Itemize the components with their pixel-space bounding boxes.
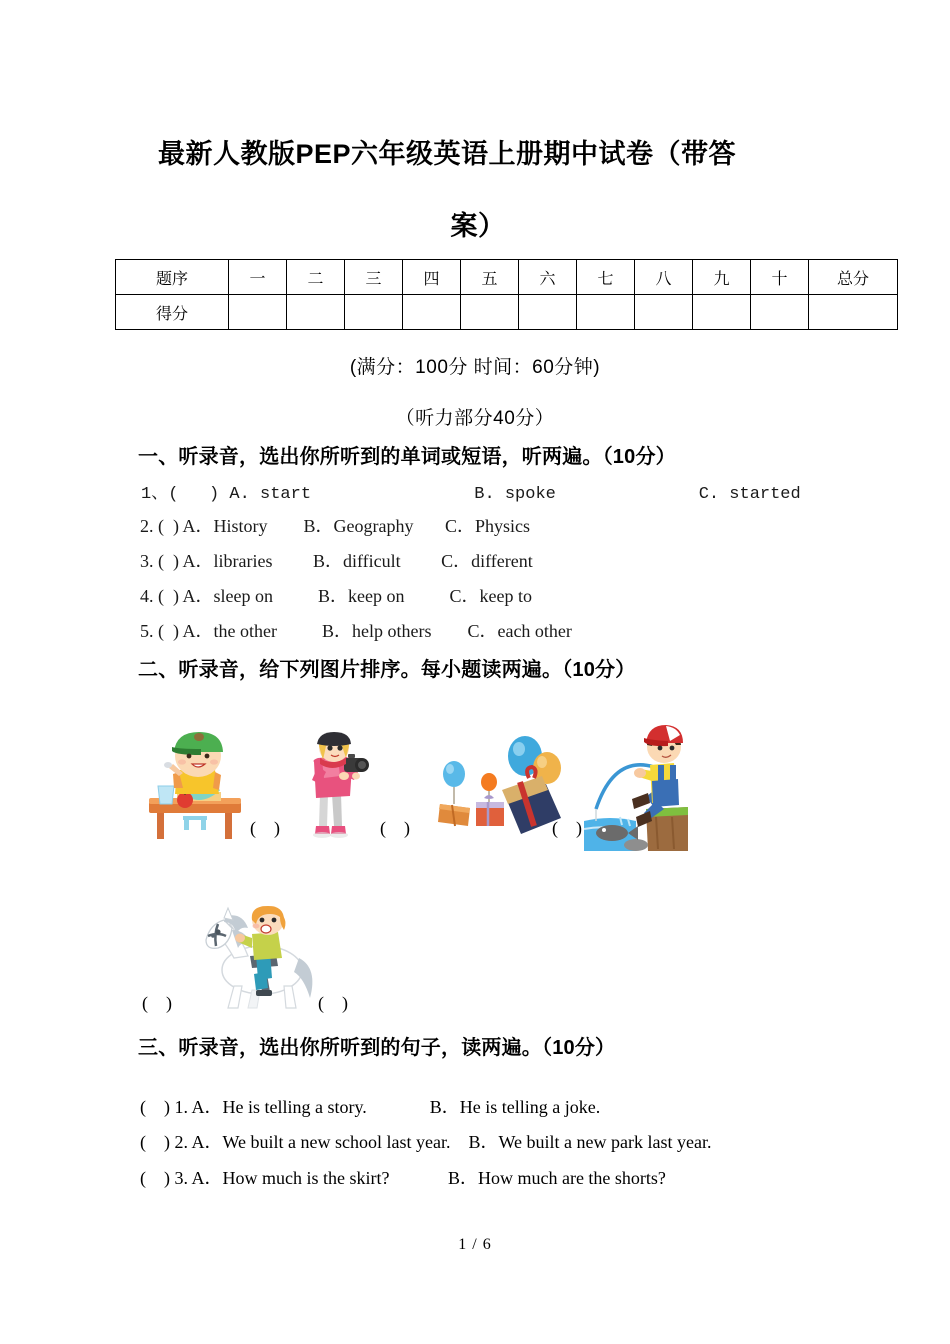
question-item: 2. ( ) A．History B．Geography C．Physics	[140, 516, 530, 536]
question-item: 3. ( ) A．libraries B．difficult C．different	[140, 551, 533, 571]
score-cell[interactable]	[635, 295, 693, 330]
picture-girl-taking-photo	[294, 732, 376, 842]
score-cell-total[interactable]	[809, 295, 898, 330]
score-cell[interactable]	[751, 295, 809, 330]
score-table-grid	[115, 259, 898, 330]
table-header-cell: 八	[635, 260, 693, 295]
question-item: ( ) 3. A．How much is the skirt? B．How much are the shorts?	[140, 1168, 666, 1188]
table-header-cell: 七	[577, 260, 635, 295]
table-header-cell: 四	[403, 260, 461, 295]
picture-boy-eating-at-table	[143, 728, 247, 840]
score-table	[115, 259, 869, 330]
exam-meta-line: (满分：100分 时间：60分钟)	[349, 357, 601, 378]
question-item: 4. ( ) A．sleep on B．keep on C．keep to	[140, 586, 532, 606]
picture-order-blank[interactable]: ( )	[552, 818, 582, 838]
score-cell[interactable]	[693, 295, 751, 330]
score-cell[interactable]	[577, 295, 635, 330]
picture-order-blank[interactable]: ( )	[318, 993, 348, 1013]
score-cell[interactable]	[519, 295, 577, 330]
picture-row-1	[0, 714, 950, 854]
table-header-cell: 十	[751, 260, 809, 295]
table-header-cell: 九	[693, 260, 751, 295]
table-row-label-score: 得分	[116, 295, 229, 330]
page-number: 1 / 6	[458, 1236, 492, 1253]
section-heading-3: 三、听录音，选出你所听到的句子，读两遍。（10分）	[138, 1037, 616, 1059]
table-header-cell: 六	[519, 260, 577, 295]
table-header-row-label: 题序	[116, 260, 229, 295]
table-header-cell: 二	[287, 260, 345, 295]
picture-row-2	[0, 900, 950, 1018]
section-heading-1: 一、听录音，选出你所听到的单词或短语，听两遍。（10分）	[138, 446, 676, 468]
picture-gift-boxes-balloons	[428, 734, 563, 842]
picture-boy-fishing	[584, 721, 688, 851]
listening-part-line: （听力部分40分）	[395, 408, 555, 429]
question-item: 5. ( ) A．the other B．help others C．each other	[140, 621, 572, 641]
page-title	[158, 118, 798, 262]
picture-order-blank[interactable]: ( )	[142, 993, 172, 1013]
table-row	[116, 295, 898, 330]
score-cell[interactable]	[287, 295, 345, 330]
score-cell[interactable]	[403, 295, 461, 330]
table-header-cell: 五	[461, 260, 519, 295]
picture-order-blank[interactable]: ( )	[250, 818, 280, 838]
table-header-cell: 三	[345, 260, 403, 295]
table-header-cell: 一	[229, 260, 287, 295]
score-cell[interactable]	[229, 295, 287, 330]
score-cell[interactable]	[461, 295, 519, 330]
picture-boy-riding-horse	[196, 906, 318, 1012]
page-title-line-1: 最新人教版PEP六年级英语上册期中试卷（带答	[158, 139, 737, 169]
page-title-line-2: 案）	[450, 211, 506, 241]
picture-order-blank[interactable]: ( )	[380, 818, 410, 838]
question-item: ( ) 2. A．We built a new school last year. B．We built a new park last year.	[140, 1132, 712, 1152]
score-cell[interactable]	[345, 295, 403, 330]
section-heading-2: 二、听录音，给下列图片排序。每小题读两遍。（10分）	[138, 659, 636, 681]
question-item: ( ) 1. A．He is telling a story. B．He is telling a joke.	[140, 1097, 601, 1117]
table-header-cell-total: 总分	[809, 260, 898, 295]
table-row	[116, 260, 898, 295]
question-item: 1、( ) A. start B. spoke C. started	[141, 485, 801, 504]
